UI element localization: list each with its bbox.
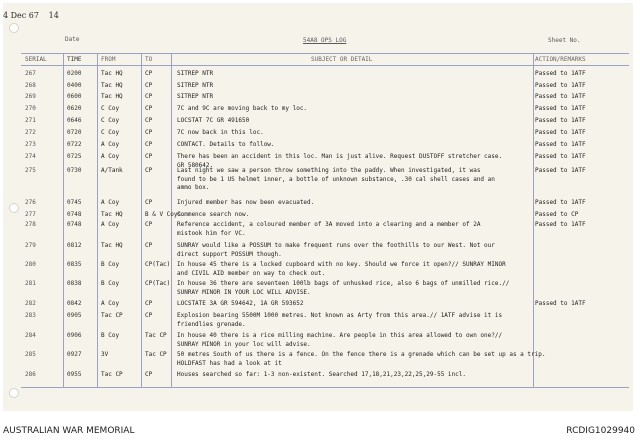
entry-from: C Coy bbox=[101, 117, 120, 124]
log-sheet bbox=[3, 3, 633, 411]
date-label: Date bbox=[65, 36, 80, 43]
entry-from: Tac HQ bbox=[101, 93, 123, 100]
entry-detail: Reference accident, a coloured member of 3A moved into a clearing and a member of 2A mistook him for VC. bbox=[177, 221, 481, 237]
entry-from: C Coy bbox=[101, 129, 120, 136]
entry-serial: 283 bbox=[25, 312, 36, 319]
entry-time: 0835 bbox=[67, 261, 82, 268]
entry-time: 0906 bbox=[67, 332, 82, 339]
entry-detail: SITREP NTR bbox=[177, 93, 214, 100]
entry-to: CP bbox=[145, 221, 153, 228]
entry-detail: In house 36 there are seventeen 100lb bags of unhusked rice, also 6 bags of unmilled rice.// SUNRAY MINOR IN YOUR LOC WILL ADVISE. bbox=[177, 280, 510, 296]
entry-time: 0745 bbox=[67, 199, 82, 206]
punch-hole bbox=[9, 203, 19, 213]
entry-time: 0200 bbox=[67, 70, 82, 77]
entry-from: Tac CP bbox=[101, 312, 123, 319]
entry-action: Passed to 1ATF bbox=[535, 153, 586, 160]
column-divider bbox=[97, 53, 98, 387]
col-from: FROM bbox=[101, 56, 116, 63]
footer-rule bbox=[21, 387, 629, 388]
entry-serial: 281 bbox=[25, 280, 36, 287]
entry-from: Tac HQ bbox=[101, 70, 123, 77]
entry-to: CP bbox=[145, 153, 153, 160]
entry-to: CP bbox=[145, 167, 153, 174]
entry-action: Passed to 1ATF bbox=[535, 117, 586, 124]
entry-serial: 284 bbox=[25, 332, 36, 339]
entry-time: 0812 bbox=[67, 242, 82, 249]
entry-to: B & V Coys. bbox=[145, 211, 185, 218]
entry-time: 0722 bbox=[67, 141, 82, 148]
entry-detail: SITREP NTR bbox=[177, 82, 214, 89]
entry-to: Tac CP bbox=[145, 351, 167, 358]
entry-from: A Coy bbox=[101, 300, 120, 307]
entry-to: Tac CP bbox=[145, 332, 167, 339]
sheet-value: 14 bbox=[48, 11, 59, 20]
entry-from: B Coy bbox=[101, 261, 120, 268]
entry-to: CP bbox=[145, 300, 153, 307]
col-to: TO bbox=[145, 56, 153, 63]
entry-serial: 272 bbox=[25, 129, 36, 136]
entry-action: Passed to 1ATF bbox=[535, 221, 586, 228]
entry-detail: LOCSTAT 7C GR 491650 bbox=[177, 117, 250, 124]
entry-time: 0748 bbox=[67, 211, 82, 218]
entry-to: CP bbox=[145, 105, 153, 112]
entry-serial: 275 bbox=[25, 167, 36, 174]
entry-to: CP(Tac) bbox=[145, 280, 171, 287]
entry-to: CP bbox=[145, 117, 153, 124]
entry-action: Passed to 1ATF bbox=[535, 82, 586, 89]
entry-action: Passed to 1ATF bbox=[535, 105, 586, 112]
entry-detail: 50 metres South of us there is a fence. On the fence there is a grenade which can be set up as a trip. HOLDFAST has had a look at it bbox=[177, 351, 546, 367]
entry-to: CP bbox=[145, 93, 153, 100]
entry-serial: 286 bbox=[25, 371, 36, 378]
entry-serial: 278 bbox=[25, 221, 36, 228]
entry-detail: 7C now back in this loc. bbox=[177, 129, 264, 136]
entry-detail: In house 45 there is a locked cupboard with no key. Should we force it open?// SUNRAY MINOR and CIVIL AID member on way to check out. bbox=[177, 261, 506, 277]
entry-to: CP bbox=[145, 70, 153, 77]
entry-action: Passed to 1ATF bbox=[535, 300, 586, 307]
entry-detail: SITREP NTR bbox=[177, 70, 214, 77]
col-time: TIME bbox=[67, 56, 82, 63]
entry-to: CP bbox=[145, 199, 153, 206]
entry-detail: There has been an accident in this loc. Man is just alive. Request DUSTOFF stretcher case. GR 580642. bbox=[177, 153, 503, 169]
punch-hole bbox=[9, 23, 19, 33]
column-divider bbox=[63, 53, 64, 387]
sheet-label: Sheet No. bbox=[548, 37, 581, 44]
entry-detail: LOCSTATE 3A GR 594642, 1A GR 593652 bbox=[177, 300, 304, 307]
entry-time: 0400 bbox=[67, 82, 82, 89]
entry-serial: 267 bbox=[25, 70, 36, 77]
entry-detail: Commence search now. bbox=[177, 211, 250, 218]
entry-from: A Coy bbox=[101, 221, 120, 228]
entry-action: Passed to 1ATF bbox=[535, 199, 586, 206]
entry-from: B Coy bbox=[101, 332, 120, 339]
entry-time: 0927 bbox=[67, 351, 82, 358]
date-value: 4 Dec 67 bbox=[3, 11, 39, 20]
entry-detail: In house 40 there is a rice milling machine. Are people in this area allowed to own one?// SUNRAY MINOR in your loc will advise. bbox=[177, 332, 503, 348]
entry-serial: 268 bbox=[25, 82, 36, 89]
entry-from: A Coy bbox=[101, 153, 120, 160]
entry-detail: SUNRAY would like a POSSUM to make frequent runs over the foothills to our West. Not our direct support POSSUM though. bbox=[177, 242, 495, 258]
entry-time: 0600 bbox=[67, 93, 82, 100]
col-serial: SERIAL bbox=[25, 56, 47, 63]
entry-from: A Coy bbox=[101, 141, 120, 148]
entry-detail: 7C and 9C are moving back to my loc. bbox=[177, 105, 308, 112]
entry-serial: 282 bbox=[25, 300, 36, 307]
entry-time: 0955 bbox=[67, 371, 82, 378]
entry-time: 0842 bbox=[67, 300, 82, 307]
log-title: 54A8 OPS LOG bbox=[303, 37, 347, 44]
entry-time: 0725 bbox=[67, 153, 82, 160]
entry-to: CP bbox=[145, 129, 153, 136]
entry-serial: 273 bbox=[25, 141, 36, 148]
entry-serial: 277 bbox=[25, 211, 36, 218]
punch-hole bbox=[9, 388, 19, 398]
entry-from: A Coy bbox=[101, 199, 120, 206]
entry-action: Passed to 1ATF bbox=[535, 141, 586, 148]
entry-time: 0730 bbox=[67, 167, 82, 174]
entry-serial: 271 bbox=[25, 117, 36, 124]
entry-time: 0905 bbox=[67, 312, 82, 319]
entry-detail: Injured member has now been evacuated. bbox=[177, 199, 315, 206]
entry-action: Passed to 1ATF bbox=[535, 70, 586, 77]
entry-from: 3V bbox=[101, 351, 109, 358]
entry-to: CP(Tac) bbox=[145, 261, 171, 268]
entry-serial: 280 bbox=[25, 261, 36, 268]
entry-action: Passed to CP bbox=[535, 211, 579, 218]
entry-from: Tac HQ bbox=[101, 211, 123, 218]
entry-time: 0748 bbox=[67, 221, 82, 228]
entry-time: 0620 bbox=[67, 105, 82, 112]
entry-detail: Explosion bearing 5500M 1000 metres. Not known as Arty from this area.// 1ATF advise it is friendlies grenade. bbox=[177, 312, 503, 328]
entry-from: A/Tank bbox=[101, 167, 123, 174]
entry-action: Passed to 1ATF bbox=[535, 167, 586, 174]
entry-action: Passed to 1ATF bbox=[535, 93, 586, 100]
footer-id: RCDIG1029940 bbox=[566, 426, 635, 436]
entry-to: CP bbox=[145, 312, 153, 319]
entry-detail: Houses searched so far: 1-3 non-existent. Searched 17,18,21,23,22,25,29-55 incl. bbox=[177, 371, 466, 378]
entry-serial: 274 bbox=[25, 153, 36, 160]
entry-time: 0646 bbox=[67, 117, 82, 124]
header-rule bbox=[21, 53, 629, 54]
entry-serial: 270 bbox=[25, 105, 36, 112]
entry-time: 0838 bbox=[67, 280, 82, 287]
entry-to: CP bbox=[145, 242, 153, 249]
entry-from: C Coy bbox=[101, 105, 120, 112]
entry-from: Tac HQ bbox=[101, 82, 123, 89]
entry-from: Tac CP bbox=[101, 371, 123, 378]
entry-to: CP bbox=[145, 82, 153, 89]
entry-serial: 279 bbox=[25, 242, 36, 249]
entry-detail: Last night we saw a person throw something into the paddy. When investigated, it was found to be 1 US helmet inner, a bottle of unknown substance, .30 cal shell cases and an ammo box. bbox=[177, 167, 495, 191]
entry-detail: CONTACT. Details to follow. bbox=[177, 141, 275, 148]
entry-serial: 276 bbox=[25, 199, 36, 206]
col-action: ACTION/REMARKS bbox=[535, 56, 586, 63]
header-rule bbox=[21, 65, 629, 66]
entry-action: Passed to 1ATF bbox=[535, 129, 586, 136]
entry-from: B Coy bbox=[101, 280, 120, 287]
entry-to: CP bbox=[145, 371, 153, 378]
entry-serial: 285 bbox=[25, 351, 36, 358]
entry-time: 0720 bbox=[67, 129, 82, 136]
col-subject: SUBJECT OR DETAIL bbox=[311, 56, 373, 63]
footer-source: AUSTRALIAN WAR MEMORIAL bbox=[3, 426, 135, 436]
entry-to: CP bbox=[145, 141, 153, 148]
entry-from: Tac HQ bbox=[101, 242, 123, 249]
entry-serial: 269 bbox=[25, 93, 36, 100]
